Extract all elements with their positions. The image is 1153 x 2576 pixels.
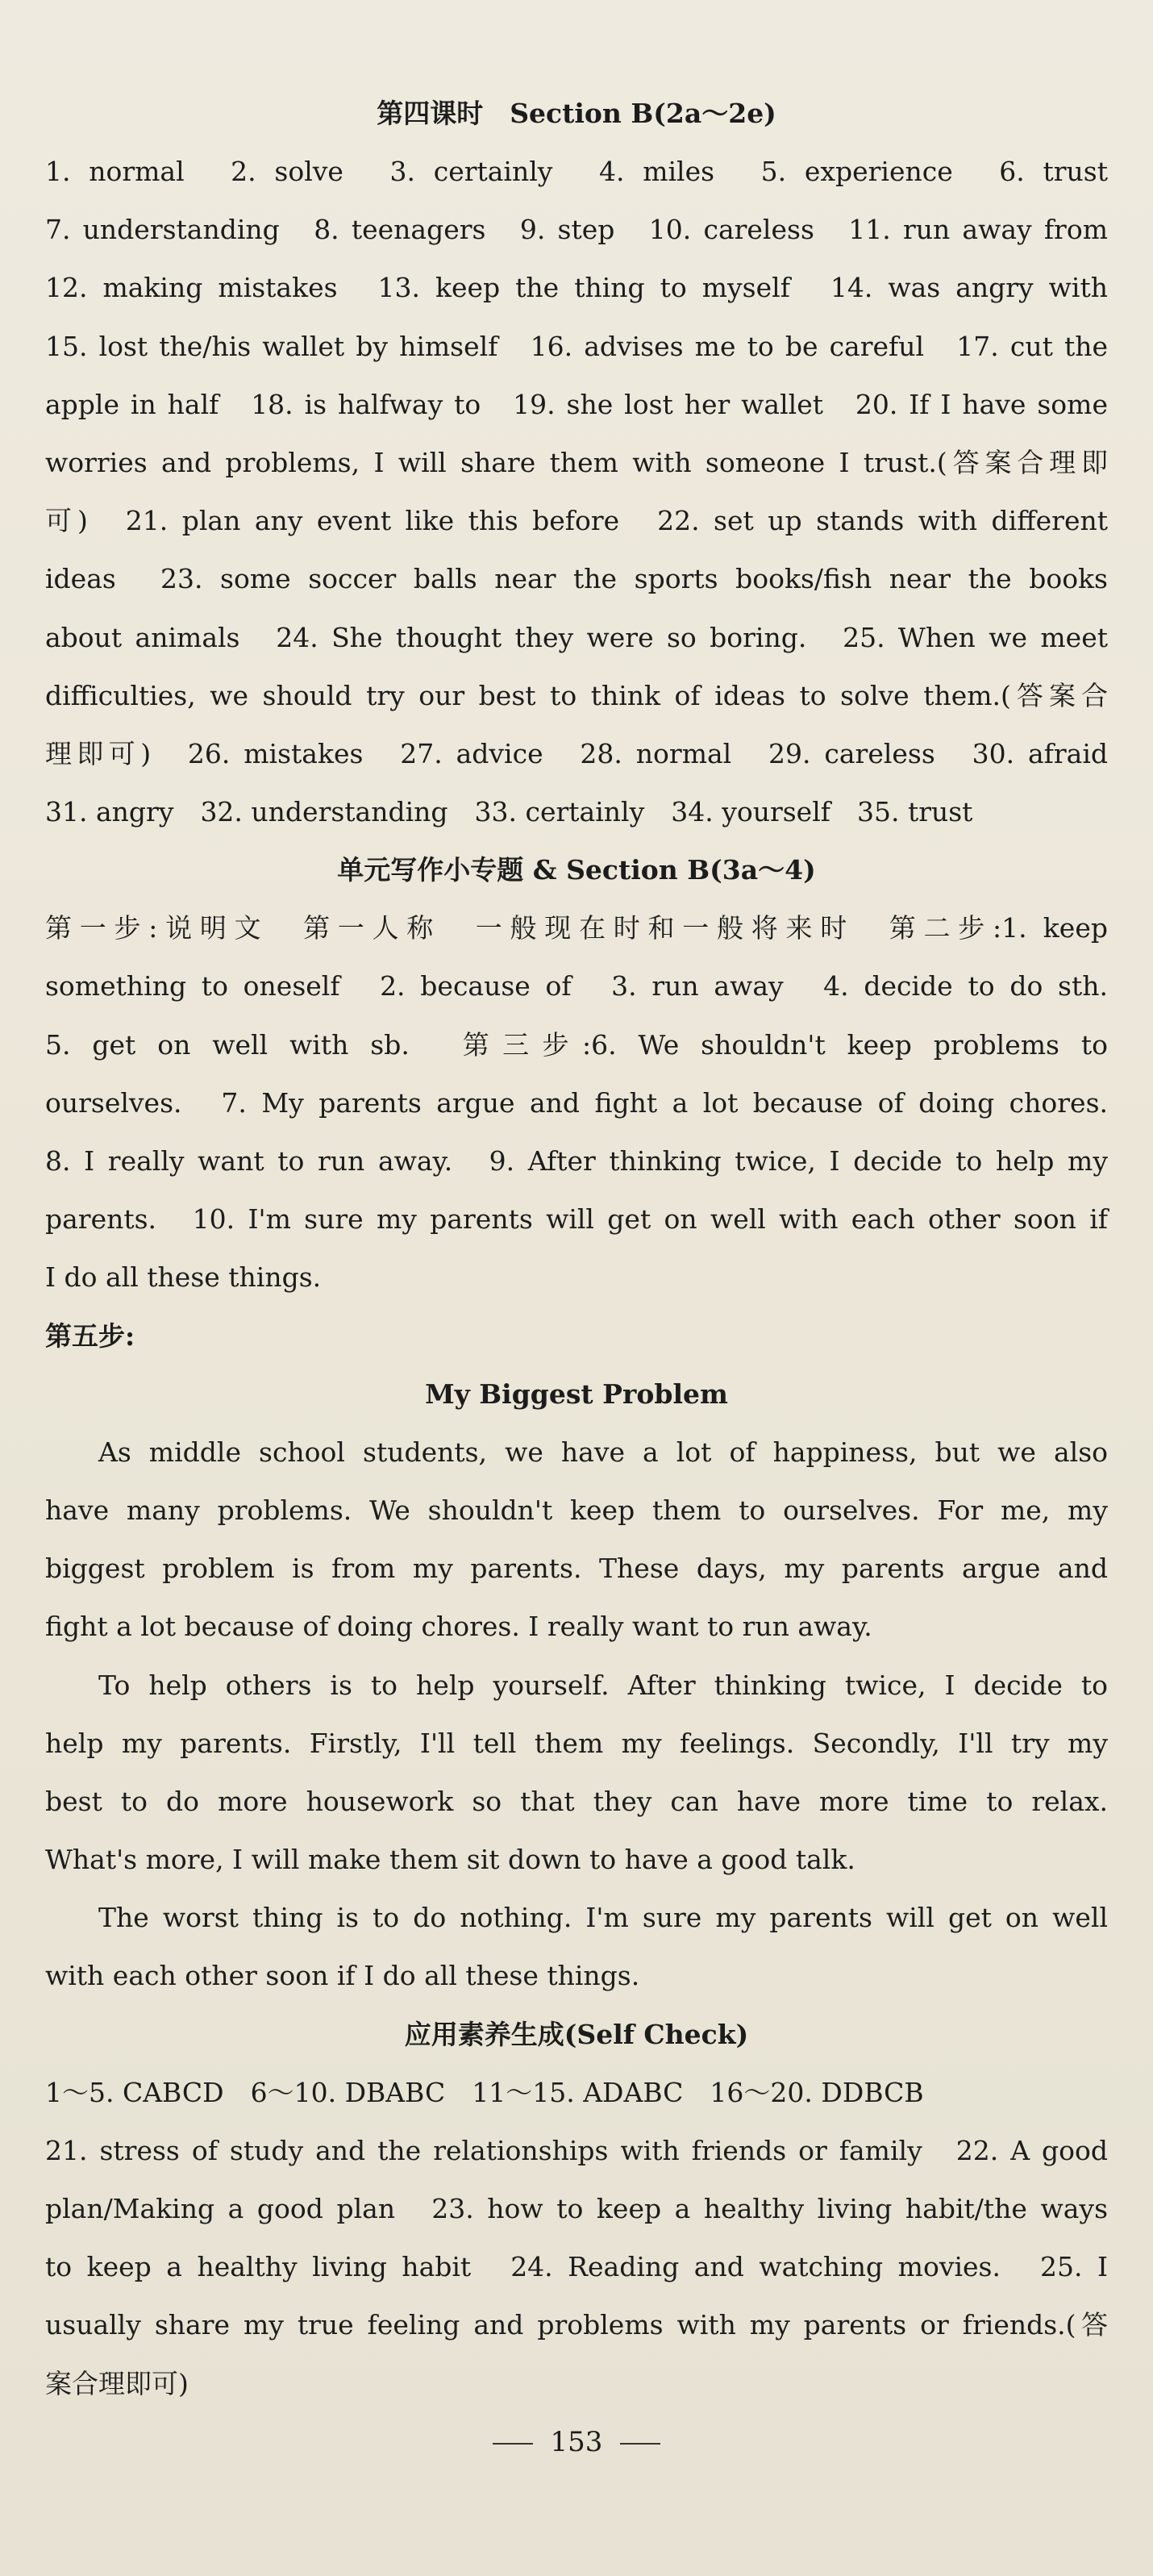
answer-line: ideas 23. some soccer balls near the sports books/fish near the books — [45, 563, 1108, 595]
answer-line: 案合理即可) — [45, 2367, 189, 2399]
essay-line: fight a lot because of doing chores. I really want to run away. — [45, 1611, 872, 1643]
answer-line: 7. understanding 8. teenagers 9. step 10. careless 11. run away from — [45, 214, 1108, 246]
page-content — [45, 85, 1108, 2413]
answer-line: 第一步:说明文 第一人称 一般现在时和一般将来时 第二步:1. keep — [45, 912, 1108, 944]
essay-body — [45, 1423, 1108, 2006]
answer-line: difficulties, we should try our best to think of ideas to solve them.(答案合 — [45, 679, 1108, 711]
answer-line: 1. normal 2. solve 3. certainly 4. miles 5. experience 6. trust — [45, 156, 1108, 187]
essay-line: with each other soon if I do all these things. — [45, 1960, 640, 1992]
section-heading-writing: 单元写作小专题 & Section B(3a～4) — [337, 854, 816, 886]
dash-right — [620, 2443, 660, 2445]
answer-line: something to oneself 2. because of 3. run away 4. decide to do sth. — [45, 970, 1108, 1002]
essay-line: To help others is to help yourself. After thinking twice, I decide to — [98, 1669, 1108, 1701]
page-number — [0, 2426, 1153, 2458]
answer-line: I do all these things. — [45, 1261, 322, 1294]
answer-line: plan/Making a good plan 23. how to keep a healthy living habit/the ways — [45, 2193, 1108, 2224]
answer-line: 15. lost the/his wallet by himself 16. advises me to be careful 17. cut the — [45, 330, 1108, 362]
answer-line: parents. 10. I'm sure my parents will get on well with each other soon if — [45, 1203, 1108, 1236]
essay-title: My Biggest Problem — [425, 1378, 728, 1410]
answer-line: 1～5. CABCD 6～10. DBABC 11～15. ADABC 16～20. DDBCB — [45, 2076, 924, 2108]
answer-line: about animals 24. She thought they were so boring. 25. When we meet — [45, 621, 1108, 653]
answer-line: 31. angry 32. understanding 33. certainly 34. yourself 35. trust — [45, 796, 973, 828]
essay-line: What's more, I will make them sit down to have a good talk. — [45, 1844, 855, 1876]
answer-line: ourselves. 7. My parents argue and fight a lot because of doing chores. — [45, 1086, 1108, 1119]
answer-line: 可) 21. plan any event like this before 22. set up stands with different — [45, 505, 1108, 537]
section2-answers — [45, 899, 1108, 1365]
essay-line: The worst thing is to do nothing. I'm sure my parents will get on well — [98, 1902, 1108, 1934]
section-heading-self-check: 应用素养生成(Self Check) — [404, 2018, 749, 2050]
essay-line: help my parents. Firstly, I'll tell them my feelings. Secondly, I'll try my — [45, 1727, 1108, 1759]
answer-line: worries and problems, I will share them with someone I trust.(答案合理即 — [45, 446, 1108, 478]
answer-line: apple in half 18. is halfway to 19. she lost her wallet 20. If I have some — [45, 388, 1108, 420]
answer-line: 理即可) 26. mistakes 27. advice 28. normal 29. careless 30. afraid — [45, 737, 1108, 769]
section3-answers — [45, 2064, 1108, 2413]
answer-line: 8. I really want to run away. 9. After thinking twice, I decide to help my — [45, 1145, 1108, 1177]
answer-line: 5. get on well with sb. 第三步:6. We shouldn't keep problems to — [45, 1028, 1108, 1061]
answer-line: 12. making mistakes 13. keep the thing to myself 14. was angry with — [45, 272, 1108, 304]
dash-left — [493, 2443, 533, 2445]
essay-line: best to do more housework so that they can have more time to relax. — [45, 1785, 1108, 1817]
essay-line: biggest problem is from my parents. These days, my parents argue and — [45, 1553, 1108, 1585]
step5-label: 第五步: — [45, 1319, 135, 1352]
essay-line: have many problems. We shouldn't keep them to ourselves. For me, my — [45, 1494, 1108, 1526]
answer-line: to keep a healthy living habit 24. Reading and watching movies. 25. I — [45, 2251, 1108, 2283]
page-number-text: 153 — [550, 2426, 603, 2458]
answer-line: usually share my true feeling and problems with my parents or friends.(答 — [45, 2309, 1108, 2341]
section-heading-lesson4: 第四课时 Section B(2a～2e) — [377, 98, 776, 129]
essay-line: As middle school students, we have a lot of happiness, but we also — [98, 1436, 1108, 1468]
section1-answers — [45, 143, 1108, 841]
answer-line: 21. stress of study and the relationships with friends or family 22. A good — [45, 2134, 1108, 2166]
